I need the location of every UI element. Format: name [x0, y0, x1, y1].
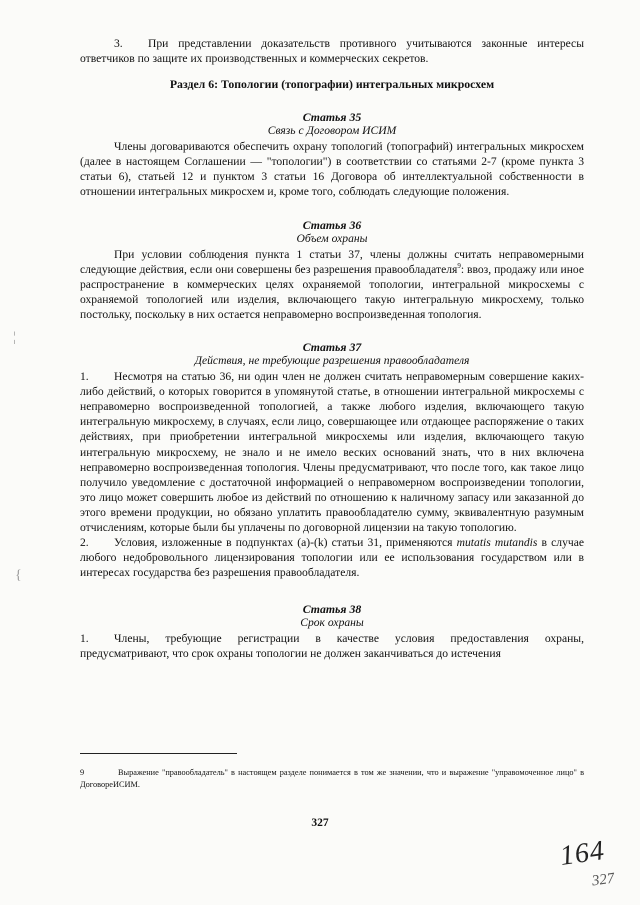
paragraph-text: Несмотря на статью 36, ни один член не должен считать неправомерным совершение каких-либо действий, о которых говорится в упомянутой статье, в отношении интегральной микросхемы с неправомерно воспроизведенной топологией, а также любого изделия, включающего такую интегральную микросхему, в случаях, если лицо, совершающее или отдающее распоряжение о таких действиях, при приобретении интегральной микросхемы или изделия, включающего такую интегральную микросхему, не знало и не имело веских оснований знать, что в них включена неправомерно воспроизведенная топология. Члены предусматривают, что после того, как такое лицо получило уведомление с достаточной информацией о неправомерном воспроизведении топологии, это лицо может совершить любое из действий по отношению к наличному запасу или заказанной до этого времени продукции, но обязано уплатить правообладателю сумму, эквивалентную разумным отчислениям, которые были бы уплачены по договорной лицензии на такую топологию. [80, 370, 584, 534]
article-36-text-a: При условии соблюдения пункта 1 статьи 37, члены должны считать неправомерными следующие действия, если они совершены без разрешения правообладателя [80, 247, 584, 276]
paragraph-text: При представлении доказательств противного учитываются законные интересы ответчиков по защите их производственных и коммерческих секретов. [80, 37, 584, 66]
article-36-text-b: : ввоз, продажу или иное распространение в коммерческих целях охраняемой топологии, интегральной микросхемы с охраняемой топологией или изделия, включающего такую интегральную микросхему, только постольку, поскольку в них остается неправомерно воспроизведенная топология. [80, 262, 584, 321]
paragraph-text-a: Условия, изложенные в подпунктах (a)-(k) статьи 31, применяются [114, 536, 457, 550]
article-37-title: Статья 37 [302, 340, 362, 355]
page-number: 327 [311, 817, 329, 829]
paragraph-text-b: в случае любого недобровольного лицензирования топологии или ее использования государством или в интересах государства без разрешения правообладателя. [80, 536, 584, 580]
article-35-text: Члены договариваются обеспечить охрану топологий (топографий) интегральных микросхем (далее в настоящем Соглашении — "топологии") в соответствии со статьями 2-7 (кроме пункта 3 статьи 6), статьей 12 и пунктом 3 статьи 16 Договора об интеллектуальной собственности в отношении интегральных микросхем и, кроме того, соблюдать следующие положения. [80, 140, 584, 199]
footnote-separator [80, 753, 237, 754]
handwritten-annotation: 164 [557, 835, 607, 872]
paragraph-number: 1. [80, 632, 89, 646]
paragraph-number: 3. [114, 37, 123, 50]
article-37-subtitle: Действия, не требующие разрешения правообладателя [194, 354, 470, 368]
paragraph-3 [80, 36, 584, 66]
paragraph-text: Члены, требующие регистрации в качестве условия предоставления охраны, предусматривают, что срок охраны топологии не должен заканчиваться до истечения [80, 632, 584, 661]
article-38-title: Статья 38 [302, 602, 362, 617]
scan-mark: { [15, 568, 22, 583]
article-36-subtitle: Объем охраны [296, 231, 368, 245]
article-35-title: Статья 35 [302, 110, 362, 125]
article-38-paragraph-1 [80, 631, 584, 661]
article-35-subtitle: Связь с Договором ИСИМ [267, 124, 397, 138]
article-36-title: Статья 36 [302, 217, 362, 232]
footnote [80, 767, 584, 790]
article-37-paragraph-1 [80, 369, 584, 535]
paragraph-number: 1. [80, 370, 89, 384]
paragraph-number: 2. [80, 536, 89, 550]
article-36-text [80, 247, 584, 322]
footnote-text: Выражение "правообладатель" в настоящем разделе понимается в том же значении, что и выражение "управомоченное лицо" в ДоговореИСИМ. [80, 768, 584, 789]
document-page [80, 36, 584, 662]
latin-phrase: mutatis mutandis [456, 536, 538, 550]
footnote-number: 9 [80, 768, 85, 777]
article-37-paragraph-2 [80, 535, 584, 580]
handwritten-page-note: 327 [590, 870, 616, 890]
footnote-reference: 9 [457, 261, 461, 270]
scan-mark: ¦ [13, 330, 16, 345]
section-title: Раздел 6: Топологии (топографии) интегральных микросхем [169, 77, 495, 92]
article-38-subtitle: Срок охраны [300, 616, 364, 630]
